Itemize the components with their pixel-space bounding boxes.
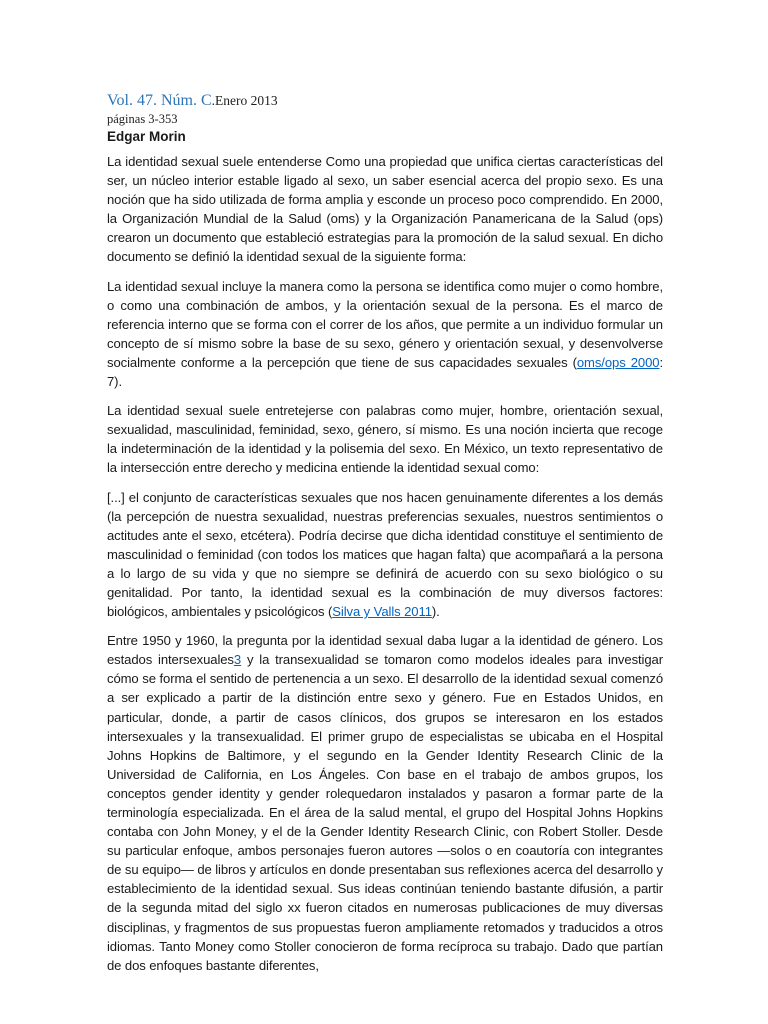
article-header <box>107 91 278 147</box>
author-name: Edgar Morin <box>107 129 186 144</box>
article-body <box>107 152 663 985</box>
paragraph-1: La identidad sexual suele entenderse Como una propiedad que unifica ciertas características del ser, un núcleo interior estable ligado al sexo, un saber esencial acerca del propio sexo. Es una noción que ha sido utilizada de forma amplia y esconde un proceso poco comprendido. En 2000, la Organización Mundial de la Salud (oms) y la Organización Panamericana de la Salud (ops) crearon un documento que estableció estrategias para la promoción de la salud sexual. En dicho documento se definió la identidad sexual de la siguiente forma: <box>107 154 663 265</box>
paragraph-4 <box>107 488 663 622</box>
volume-line <box>107 91 278 111</box>
issue-date: .Enero 2013 <box>211 93 278 108</box>
paragraph-5-text: Entre 1950 y 1960, la pregunta por la identidad sexual daba lugar a la identidad de género. Los estados intersexuales <box>107 633 663 668</box>
volume-number: Vol. 47. Núm. C <box>107 92 212 109</box>
paragraph-5-tail: y la transexualidad se tomaron como modelos ideales para investigar cómo se forma el sentido de pertenencia a un sexo. El desarrollo de la identidad sexual comenzó a ser explicado a partir de la distinción entre sexo y género. Fue en Estados Unidos, en particular, donde, a partir de casos clínicos, dos grupos se interesaron en los estados intersexuales y la transexualidad. El primer grupo de especialistas se ubicaba en el Hospital Johns Hopkins de Baltimore, y el segundo en la Gender Identity Research Clinic de la Universidad de California, en Los Ángeles. Con base en el trabajo de ambos grupos, los conceptos gender identity y gender rolequedaron instalados y pasaron a formar parte de la terminología especializada. En el área de la salud mental, el grupo del Hospital Johns Hopkins contaba con John Money, y el de la Gender Identity Research Clinic, con Robert Stoller. Desde su particular enfoque, ambos personajes fueron autores —solos o en coautoría con integrantes de su equipo— de libros y artículos en donde presentaban sus reflexiones acerca del desarrollo y establecimiento de la identidad sexual. Sus ideas continúan teniendo bastante difusión, a partir de la segunda mitad del siglo xx fueron citados en numerosas publicaciones de muy diversas disciplinas, y fragmentos de sus propuestas fueron ampliamente retomados y traducidos a otros idiomas. Tanto Money como Stoller conocieron de forma recíproca su trabajo. Dado que partían de dos enfoques bastante diferentes, <box>107 652 663 973</box>
footnote-link-3[interactable]: 3 <box>233 652 242 668</box>
page-range: páginas 3-353 <box>107 112 178 126</box>
paragraph-2 <box>107 277 663 392</box>
paragraph-2-tail: : 7). <box>107 354 663 390</box>
citation-link-oms-ops[interactable]: oms/ops 2000 <box>576 354 660 370</box>
paragraph-5 <box>107 631 663 975</box>
paragraph-3: La identidad sexual suele entretejerse con palabras como mujer, hombre, orientación sexual, sexualidad, masculinidad, feminidad, sexo, género, sí mismo. Es una noción incierta que recoge la indeterminación de la identidad y la polisemia del sexo. En México, un texto representativo de la intersección entre derecho y medicina entiende la identidad sexual como: <box>107 403 663 476</box>
paragraph-4-tail: ). <box>431 604 440 620</box>
citation-link-silva-valls[interactable]: Silva y Valls 2011 <box>332 604 432 620</box>
paragraph-2-text: La identidad sexual incluye la manera como la persona se identifica como mujer o como hombre, o como una combinación de ambos, y la orientación sexual de la persona. Es el marco de referencia interno que se forma con el correr de los años, que permite a un individuo formular un concepto de sí mismo sobre la base de su sexo, género y orientación sexual, y desenvolverse socialmente conforme a la percepción que tiene de sus capacidades sexuales ( <box>107 278 663 370</box>
paragraph-4-text: [...] el conjunto de características sexuales que nos hacen genuinamente diferentes a los demás (la percepción de nuestra sexualidad, nuestras preferencias sexuales, nuestros sentimientos o actitudes ante el sexo, etcétera). Podría decirse que dicha identidad constituye el sentimiento de masculinidad o feminidad (con todos los matices que hagan falta) que acompañará a la persona a lo largo de su vida y que no siempre se definirá de acuerdo con su sexo biológico o su genitalidad. Por tanto, la identidad sexual es la combinación de muy diversos factores: biológicos, ambientales y psicológicos ( <box>107 489 663 620</box>
